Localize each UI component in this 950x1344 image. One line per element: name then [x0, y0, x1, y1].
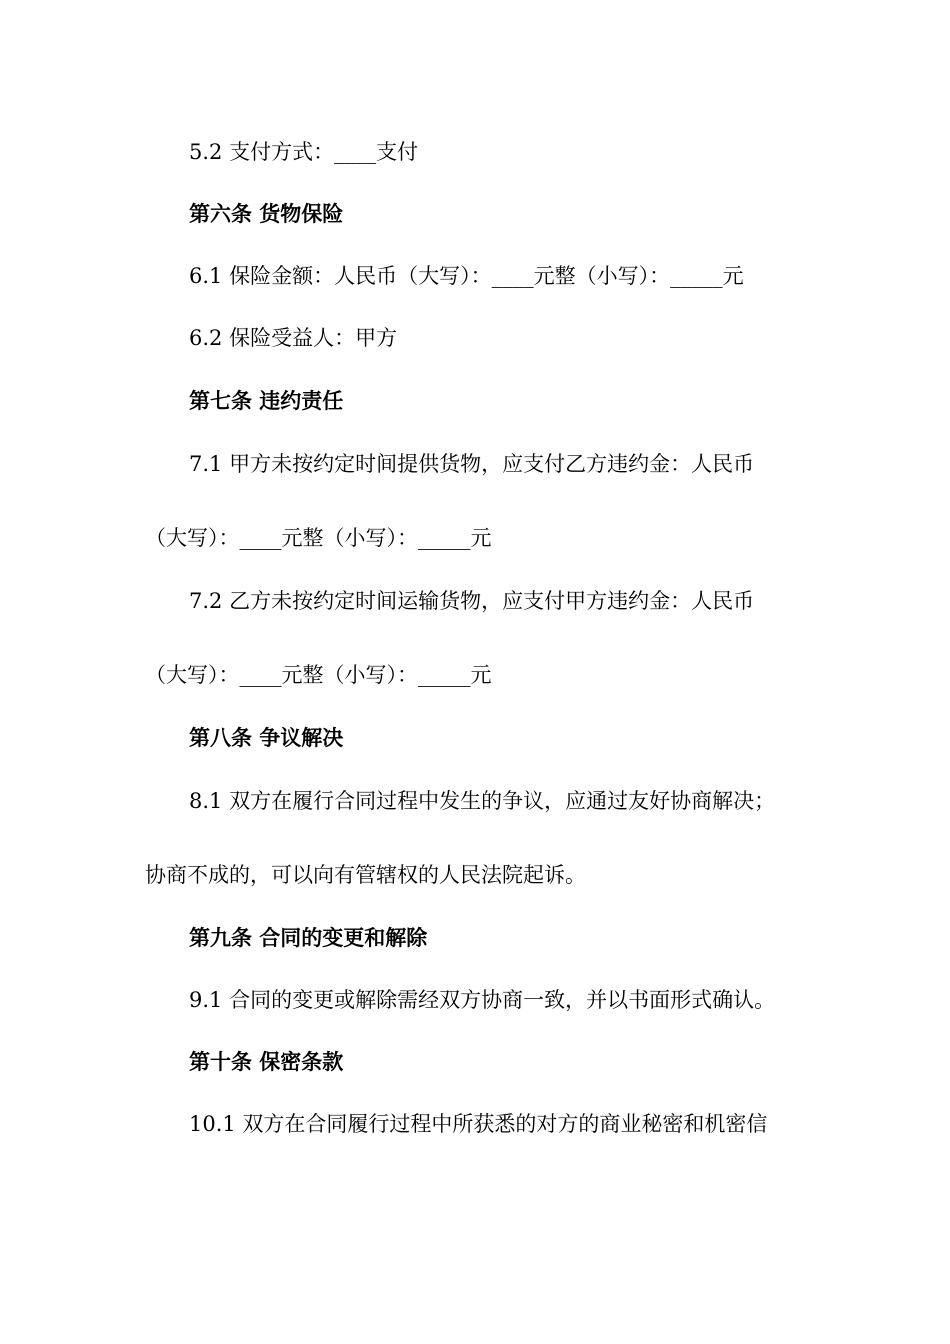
clause-5-2: 5.2 支付方式：____支付 — [189, 140, 419, 164]
clause-7-1-continued: （大写）：____元整（小写）：_____元 — [145, 526, 492, 550]
article-10-heading: 第十条 保密条款 — [189, 1049, 344, 1074]
clause-7-1: 7.1 甲方未按约定时间提供货物，应支付乙方违约金：人民币 — [189, 452, 755, 476]
article-6-heading: 第六条 货物保险 — [189, 201, 344, 226]
clause-7-2-continued: （大写）：____元整（小写）：_____元 — [145, 663, 492, 687]
clause-6-2: 6.2 保险受益人：甲方 — [189, 326, 398, 350]
clause-7-2: 7.2 乙方未按约定时间运输货物，应支付甲方违约金：人民币 — [189, 589, 755, 613]
article-7-heading: 第七条 违约责任 — [189, 388, 344, 413]
article-9-heading: 第九条 合同的变更和解除 — [189, 925, 428, 950]
article-8-heading: 第八条 争议解决 — [189, 725, 344, 750]
clause-10-1: 10.1 双方在合同履行过程中所获悉的对方的商业秘密和机密信 — [189, 1112, 768, 1136]
clause-8-1-continued: 协商不成的，可以向有管辖权的人民法院起诉。 — [145, 863, 586, 887]
clause-9-1: 9.1 合同的变更或解除需经双方协商一致，并以书面形式确认。 — [189, 988, 776, 1012]
clause-6-1: 6.1 保险金额：人民币（大写）：____元整（小写）：_____元 — [189, 264, 744, 288]
clause-8-1: 8.1 双方在履行合同过程中发生的争议，应通过友好协商解决； — [189, 789, 776, 813]
